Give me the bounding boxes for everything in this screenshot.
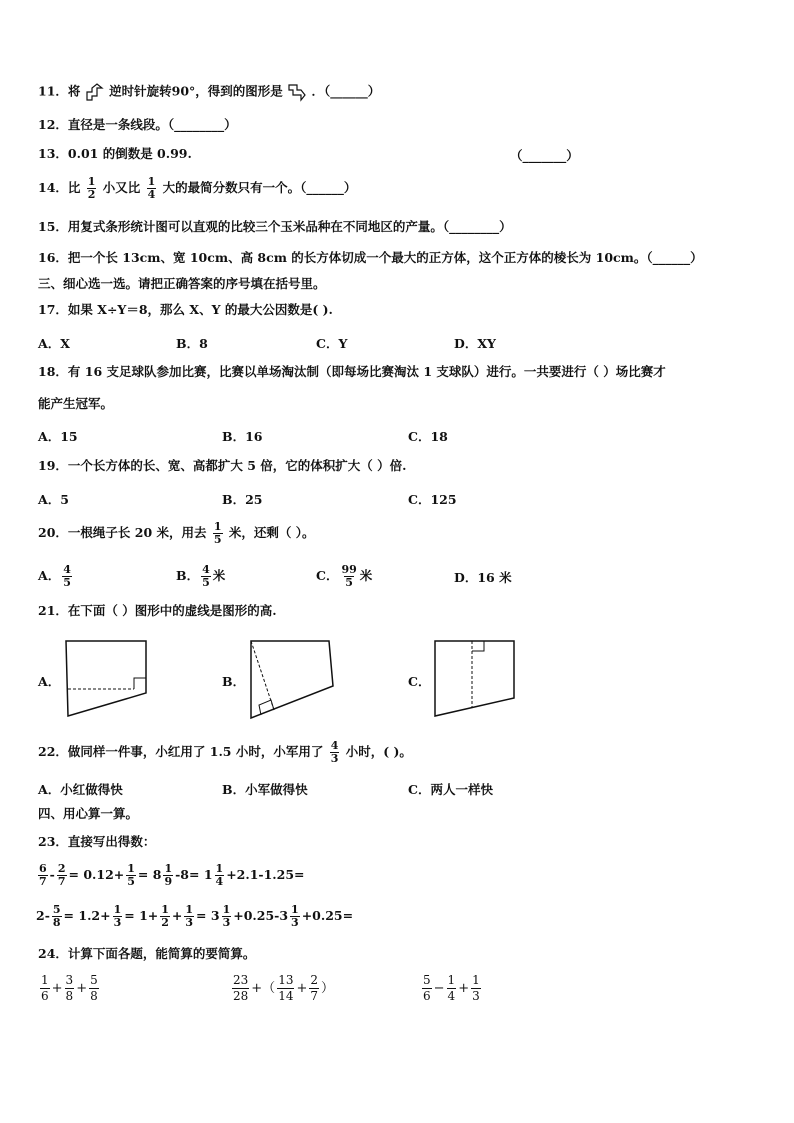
q21-figure-b (247, 638, 337, 724)
question-22 (38, 736, 412, 768)
q20-option-c-label: C． (316, 568, 339, 583)
q24-e1-frac-c (89, 973, 99, 1004)
q24-e3-b-num: 1 (447, 973, 456, 987)
q22-fraction (330, 740, 340, 765)
q24-expression-3 (420, 970, 483, 1008)
q23-r1-text4: +2.1-1.25= (226, 867, 305, 882)
q13-blank: （_______） (510, 148, 579, 163)
q23-r1-a-den: 7 (39, 875, 47, 888)
q20-part2: 米，还剩（ ）。 (228, 525, 315, 540)
q23-r1-text3: -8= 1 (175, 867, 213, 882)
q23-r1-frac-e (215, 863, 225, 888)
q23-r1-frac-c (126, 863, 136, 888)
arrow-shape-icon (85, 83, 105, 101)
q23-r2-text5: +0.25-3 (233, 908, 289, 923)
q24-e3-c-den: 3 (472, 989, 480, 1003)
q24-e2-c-num: 2 (310, 973, 319, 987)
q23-r2-text6: +0.25= (301, 908, 354, 923)
q14-f1-denominator: 2 (87, 188, 96, 201)
q23-r2-frac-e (222, 904, 232, 929)
q24-expression-1 (38, 970, 101, 1008)
q24-e1-c-num: 5 (90, 973, 98, 987)
q20-option-d: D．16 米 (454, 570, 512, 585)
q23-r2-a-den: 8 (52, 916, 61, 929)
q22-option-b: B．小军做得快 (222, 782, 308, 797)
question-24-title: 24．计算下面各题，能简算的要简算。 (38, 946, 256, 961)
q23-r2-a-num: 5 (52, 903, 61, 916)
question-13: 13．0.01 的倒数是 0.99. (38, 146, 192, 161)
q23-r2-text4: = 3 (196, 908, 220, 923)
q24-e2-frac-c (309, 973, 319, 1004)
q21-figure-a (62, 638, 152, 718)
figure-a-right-angle-mark (134, 678, 146, 689)
q23-r2-f-den: 3 (291, 916, 299, 929)
q20-b-denominator: 5 (202, 576, 210, 589)
q23-r2-e-den: 3 (222, 916, 231, 929)
q24-e2-a-num: 23 (233, 973, 249, 987)
q22-numerator: 4 (330, 739, 339, 752)
q14-f2-numerator: 1 (147, 175, 156, 188)
q23-r1-d-num: 1 (164, 862, 173, 875)
q23-r2-c-num: 1 (161, 903, 169, 916)
q22-part2: 小时，( )。 (345, 744, 412, 759)
q20-option-b-fraction (201, 564, 211, 589)
q23-r1-b-num: 2 (57, 862, 66, 875)
q14-fraction-2 (147, 176, 157, 201)
q23-r1-e-num: 1 (215, 862, 224, 875)
q22-denominator: 3 (330, 752, 339, 765)
q11-prefix: 11．将 (38, 83, 81, 99)
q23-r2-b-den: 3 (113, 916, 122, 929)
q24-e1-a-den: 6 (41, 989, 49, 1003)
q23-r2-frac-d (184, 904, 194, 929)
q22-option-a: A．小红做得快 (38, 782, 123, 797)
q23-r1-frac-a (38, 863, 48, 888)
q20-denominator: 5 (213, 533, 222, 546)
q20-option-a-label: A． (38, 568, 61, 583)
q14-part3: 大的最简分数只有一个。（______） (162, 180, 357, 195)
q24-e3-frac-a (422, 973, 432, 1004)
section-3-heading: 三、细心选一选。请把正确答案的序号填在括号里。 (38, 276, 326, 291)
figure-b-outline (251, 641, 333, 718)
q24-e2-a-den: 28 (233, 989, 249, 1003)
q21-option-a-label: A． (38, 674, 61, 689)
q20-option-c-unit: 米 (359, 568, 373, 583)
q18-option-b: B．16 (222, 429, 263, 444)
q23-r1-e-den: 4 (215, 875, 224, 888)
q24-e2-b-den: 14 (278, 989, 294, 1003)
q24-e3-a-den: 6 (423, 989, 431, 1003)
question-11 (38, 83, 380, 101)
q23-r1-text2: = 8 (137, 867, 162, 882)
q19-option-a: A．5 (38, 492, 69, 507)
question-15: 15．用复式条形统计图可以直观的比较三个玉米品种在不同地区的产量。（________） (38, 219, 512, 234)
q24-e2-frac-b (277, 973, 294, 1004)
question-20 (38, 518, 314, 548)
q23-r1-a-num: 6 (39, 862, 47, 875)
q20-numerator: 1 (213, 520, 222, 533)
q24-expression-2 (230, 970, 334, 1008)
q20-option-a-fraction (62, 564, 72, 589)
question-23-title: 23．直接写出得数： (38, 834, 156, 849)
q20-c-numerator: 99 (341, 563, 357, 576)
q23-r1-minus: - (49, 867, 55, 882)
q24-e1-frac-a (40, 973, 50, 1004)
question-19: 19．一个长方体的长、宽、高都扩大 5 倍，它的体积扩大（ ）倍. (38, 458, 407, 473)
q21-option-b-label: B． (222, 674, 246, 689)
q23-r2-text1: = 1.2+ (63, 908, 111, 923)
q23-r2-frac-f (290, 904, 300, 929)
q20-option-b-unit: 米 (212, 568, 226, 583)
q23-r2-f-num: 1 (291, 903, 299, 916)
q23-r2-text2: = 1+ (124, 908, 159, 923)
q17-option-a: A．X (38, 336, 70, 351)
q23-row-2 (36, 900, 353, 932)
q22-part1: 22．做同样一件事，小红用了 1.5 小时，小军用了 (38, 744, 324, 759)
figure-c-right-angle-mark (472, 641, 484, 651)
q23-r2-frac-a (52, 904, 62, 929)
q20-part1: 20．一根绳子长 20 米，用去 (38, 525, 207, 540)
q17-option-b: B．8 (176, 336, 208, 351)
q23-r1-c-num: 1 (127, 862, 135, 875)
q20-option-c-fraction (340, 564, 357, 589)
q20-a-numerator: 4 (63, 563, 71, 576)
q24-e3-a-num: 5 (423, 973, 431, 987)
question-17: 17．如果 X÷Y＝8，那么 X、Y 的最大公因数是( ). (38, 302, 333, 317)
q14-part2: 小又比 (102, 180, 141, 195)
q24-e1-b-num: 3 (65, 973, 74, 987)
q20-option-b (176, 561, 225, 591)
rotated-shape-icon (287, 83, 307, 101)
q24-e3-frac-c (471, 973, 481, 1004)
q20-fraction (213, 521, 223, 546)
q21-figure-c (432, 638, 522, 722)
q23-r1-frac-d (163, 863, 173, 888)
q24-e3-b-den: 4 (447, 989, 456, 1003)
q14-fraction-1 (87, 176, 97, 201)
q23-r2-e-num: 1 (222, 903, 231, 916)
q21-option-c-label: C． (408, 674, 431, 689)
q23-r1-b-den: 7 (57, 875, 66, 888)
q23-r2-c-den: 2 (161, 916, 169, 929)
q24-e2-frac-a (232, 973, 249, 1004)
q19-option-c: C．125 (408, 492, 457, 507)
q23-r2-frac-b (113, 904, 123, 929)
question-12: 12．直径是一条线段。（________） (38, 117, 237, 132)
q24-e2-op1: +（ (251, 981, 276, 996)
q23-r2-text0: 2- (36, 908, 50, 923)
q24-e1-a-num: 1 (41, 973, 49, 987)
q20-option-c (316, 561, 372, 591)
q24-e3-frac-b (447, 973, 457, 1004)
q23-r1-text1: = 0.12+ (68, 867, 125, 882)
q23-r2-text3: + (171, 908, 183, 923)
section-4-heading: 四、用心算一算。 (38, 806, 139, 821)
q24-e3-op1: − (433, 981, 445, 996)
q11-middle: 逆时针旋转90°，得到的图形是 (109, 83, 283, 99)
q24-e1-c-den: 8 (90, 989, 98, 1003)
q24-e2-op2: + (296, 981, 308, 996)
q24-e1-frac-b (65, 973, 75, 1004)
question-21: 21．在下面（ ）图形中的虚线是图形的高. (38, 603, 277, 618)
q23-row-1 (36, 859, 305, 891)
q18-option-a: A．15 (38, 429, 78, 444)
q24-e3-op2: + (458, 981, 470, 996)
q18-option-c: C．18 (408, 429, 448, 444)
q17-option-d: D．XY (454, 336, 496, 351)
q24-e1-b-den: 8 (65, 989, 74, 1003)
q24-e2-close: ） (321, 981, 335, 996)
q19-option-b: B．25 (222, 492, 263, 507)
q23-r2-d-den: 3 (185, 916, 194, 929)
q24-e2-c-den: 7 (310, 989, 319, 1003)
question-18-line2: 能产生冠军。 (38, 396, 114, 411)
q23-r2-b-num: 1 (113, 903, 122, 916)
q23-r1-d-den: 9 (164, 875, 173, 888)
figure-c-outline (435, 641, 514, 716)
question-18-line1: 18．有 16 支足球队参加比赛，比赛以单场淘汰制（即每场比赛淘汰 1 支球队）进行。一共要进行（ ）场比赛才 (38, 364, 666, 379)
question-16: 16．把一个长 13cm、宽 10cm、高 8cm 的长方体切成一个最大的正方体，这个正方体的棱长为 10cm。（______） (38, 250, 703, 265)
q23-r2-frac-c (160, 904, 170, 929)
q20-option-b-label: B． (176, 568, 200, 583)
question-14 (38, 173, 356, 203)
q11-blank: ．（______） (311, 83, 381, 99)
q24-e1-op2: + (76, 981, 88, 996)
q20-a-denominator: 5 (63, 576, 71, 589)
q24-e3-c-num: 1 (472, 973, 480, 987)
q22-option-c: C．两人一样快 (408, 782, 493, 797)
q24-e1-op1: + (51, 981, 63, 996)
q23-r2-d-num: 1 (185, 903, 194, 916)
q14-f1-numerator: 1 (87, 175, 96, 188)
q14-f2-denominator: 4 (147, 188, 156, 201)
q23-r1-c-den: 5 (127, 875, 135, 888)
q24-e2-b-num: 13 (278, 973, 294, 987)
q20-c-denominator: 5 (345, 576, 353, 589)
q20-option-a (38, 561, 74, 591)
q23-r1-frac-b (57, 863, 67, 888)
q20-b-numerator: 4 (202, 563, 210, 576)
q17-option-c: C．Y (316, 336, 348, 351)
q14-part1: 14．比 (38, 180, 81, 195)
